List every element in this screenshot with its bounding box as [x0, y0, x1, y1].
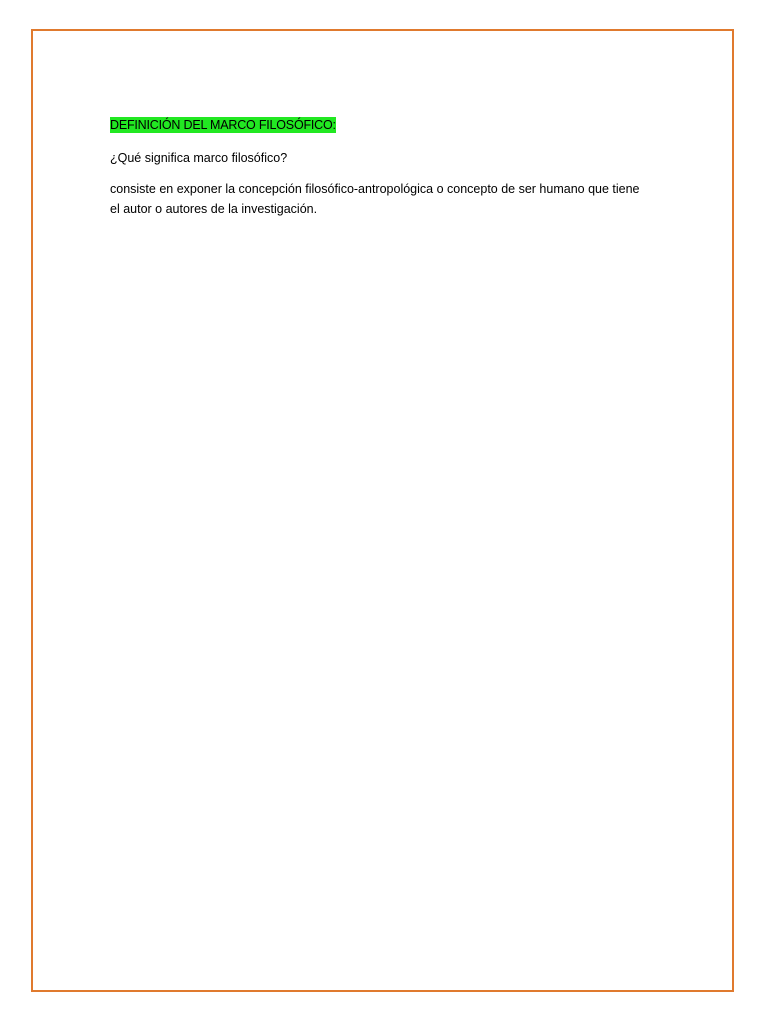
- body-paragraph: consiste en exponer la concepción filosófico-antropológica o concepto de ser humano que tiene el autor o autores de la investigación.: [110, 182, 640, 216]
- heading-line: [110, 116, 670, 134]
- question-text: ¿Qué significa marco filosófico?: [110, 151, 288, 165]
- section-heading: DEFINICIÓN DEL MARCO FILOSÓFICO:: [110, 118, 336, 132]
- document-content: [110, 116, 670, 219]
